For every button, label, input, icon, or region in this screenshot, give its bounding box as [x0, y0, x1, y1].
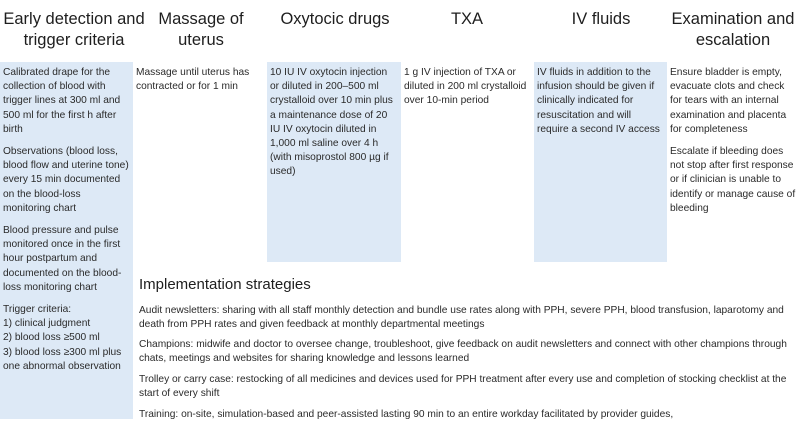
early-observations: Observations (blood loss, blood flow and uterine tone) every 15 min documented on the blood-loss monitoring chart — [3, 146, 129, 214]
column-iv-fluids — [534, 62, 667, 262]
exam-check-text: Ensure bladder is empty, evacuate clots and check for tears with an internal examination and placenta for completeness — [670, 67, 787, 135]
strategy-trolley: Trolley or carry case: restocking of all medicines and devices used for PPH treatment after every use and completion of stocking checklist at the start of every shift — [139, 374, 787, 400]
iv-text: IV fluids in addition to the infusion should be given if clinically indicated for resuscitation and will require a second IV access — [537, 67, 660, 135]
header-txa: TXA — [450, 10, 484, 28]
early-blood-pressure: Blood pressure and pulse monitored once in the first hour postpartum and documented on the blood-loss monitoring chart — [3, 225, 122, 293]
trigger-criteria-title: Trigger criteria: — [3, 304, 72, 316]
exam-escalate-text: Escalate if bleeding does not stop after first response or if clinician is unable to identify or manage cause of bleeding — [670, 146, 796, 214]
header-early-detection: Early detection and trigger criteria — [3, 10, 145, 49]
oxytocic-text: 10 IU IV oxytocin injection or diluted in 200–500 ml crystalloid over 10 min plus a maintenance dose of 20 IU IV oxytocin diluted in 1,000 ml saline over 4 h (with misoprostol 800 µg if used) — [270, 67, 393, 178]
header-massage: Massage of uterus — [158, 10, 244, 49]
massage-text: Massage until uterus has contracted or for 1 min — [136, 67, 250, 93]
early-drape: Calibrated drape for the collection of blood with trigger lines at 300 ml and 500 ml for the first h after birth — [3, 67, 121, 135]
strategy-champions: Champions: midwife and doctor to oversee change, troubleshoot, give feedback on audit newsletters and connect with other champions through chats, meetings and websites for sharing knowledge and lessons learned — [139, 339, 787, 365]
implementation-title: Implementation strategies — [139, 276, 311, 293]
implementation-strategies — [133, 262, 800, 419]
trigger-criteria — [3, 303, 130, 374]
column-early-detection — [0, 62, 133, 419]
trigger-criteria-item: 1) clinical judgment — [3, 318, 91, 330]
column-examination — [667, 62, 800, 262]
trigger-criteria-item: 3) blood loss ≥300 ml plus one abnormal observation — [3, 346, 122, 372]
column-txa — [401, 62, 534, 262]
column-oxytocic — [267, 62, 401, 262]
header-oxytocic: Oxytocic drugs — [280, 10, 390, 28]
strategy-audit: Audit newsletters: sharing with all staff monthly detection and bundle use rates along with PPH, severe PPH, blood transfusion, laparotomy and death from PPH rates and given feedback at monthly departmental meetings — [139, 305, 784, 331]
header-examination: Examination and escalation — [671, 10, 795, 49]
txa-text: 1 g IV injection of TXA or diluted in 200 ml crystalloid over 10-min period — [404, 67, 527, 107]
header-iv-fluids: IV fluids — [571, 10, 631, 28]
trigger-criteria-item: 2) blood loss ≥500 ml — [3, 332, 100, 344]
strategy-training: Training: on-site, simulation-based and peer-assisted lasting 90 min to an entire workday facilitated by provider guides, — [139, 409, 674, 420]
column-massage — [133, 62, 267, 262]
